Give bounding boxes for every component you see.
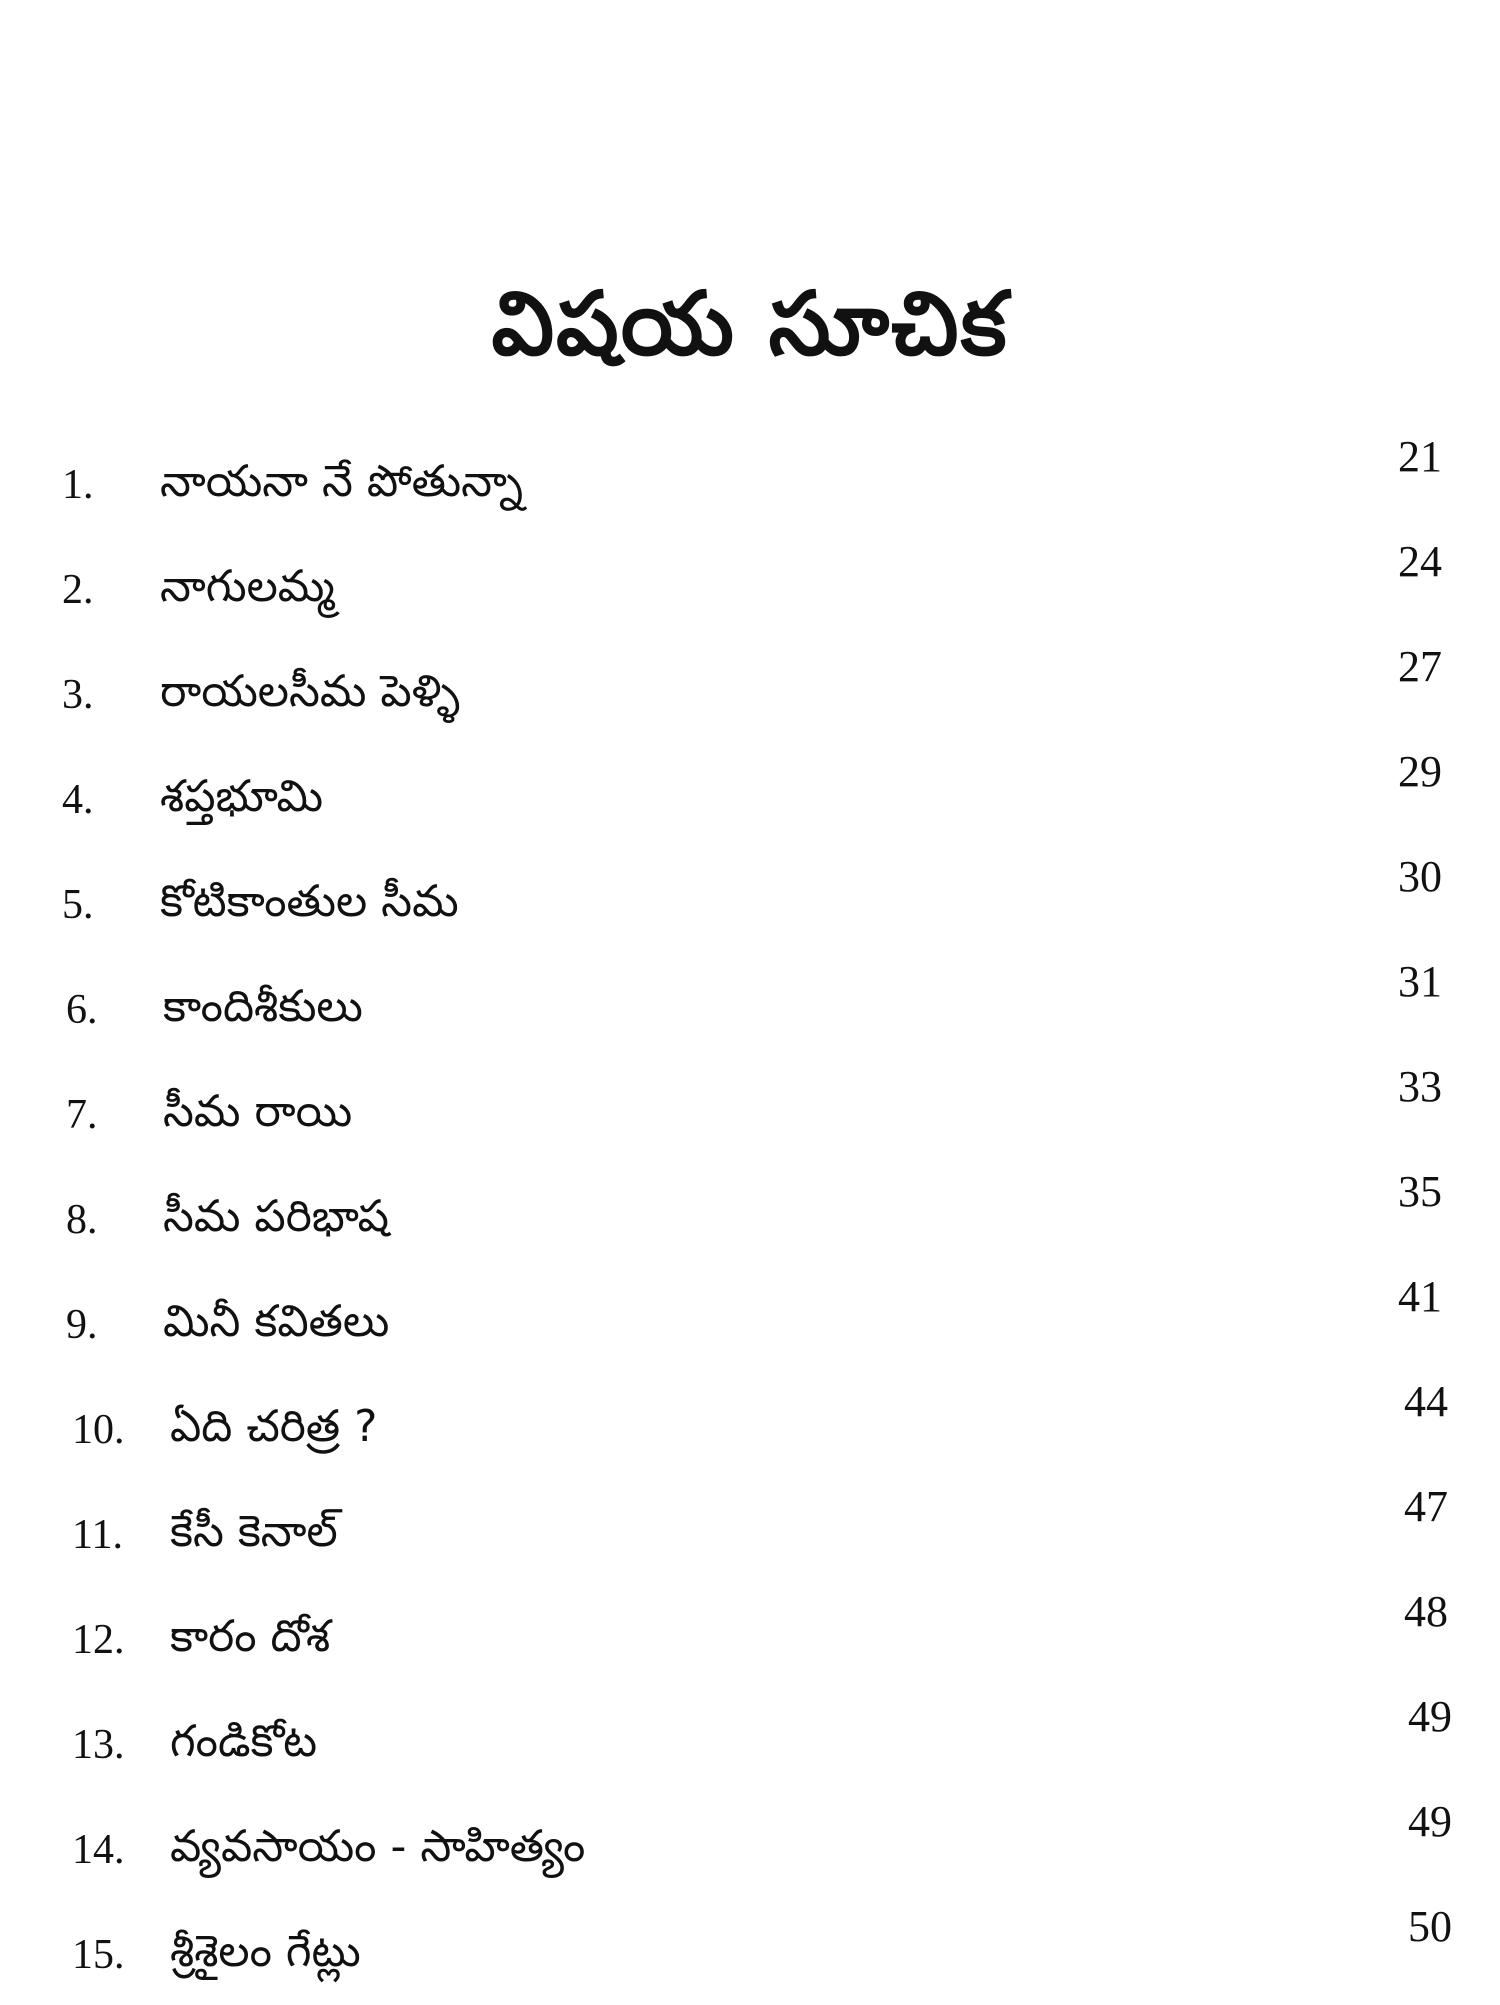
entry-title: గండికోట: [170, 1716, 318, 1767]
entry-number: 10.: [72, 1407, 125, 1453]
entry-number: 1.: [62, 462, 94, 508]
entry-page-number: 27: [1398, 642, 1442, 691]
entry-page-number: 33: [1398, 1062, 1442, 1111]
entry-title: నాగులమ్మ: [160, 561, 335, 612]
entry-title: కారం దోశ: [170, 1611, 331, 1662]
entry-page-number: 50: [1408, 1902, 1452, 1951]
entry-number: 14.: [72, 1827, 125, 1873]
entry-page-number: 47: [1404, 1482, 1448, 1531]
toc-entry: [0, 1480, 1500, 1585]
entry-number: 9.: [66, 1302, 98, 1348]
toc-entry: [0, 1585, 1500, 1690]
toc-entry: [0, 1270, 1500, 1375]
entry-title: కాందిశీకులు: [163, 981, 363, 1032]
entry-page-number: 24: [1398, 537, 1442, 586]
entry-title: కోటికాంతుల సీమ: [160, 876, 459, 927]
toc-entry: [0, 430, 1500, 535]
toc-entry: [0, 1795, 1500, 1900]
table-of-contents: [0, 430, 1500, 1978]
entry-title: శ్రీశైలం గేట్లు: [170, 1926, 361, 1977]
toc-entry: [0, 535, 1500, 640]
entry-page-number: 41: [1398, 1272, 1442, 1321]
entry-number: 3.: [62, 672, 94, 718]
page-title: విషయ సూచిక: [491, 271, 1009, 375]
toc-entry: [0, 1375, 1500, 1480]
entry-number: 13.: [72, 1722, 125, 1768]
entry-title: వ్యవసాయం - సాహిత్యం: [170, 1821, 586, 1872]
entry-page-number: 31: [1398, 957, 1442, 1006]
entry-number: 8.: [66, 1197, 98, 1243]
entry-number: 12.: [72, 1617, 125, 1663]
entry-title: మినీ కవితలు: [163, 1296, 390, 1347]
entry-number: 6.: [66, 987, 98, 1033]
toc-entry: [0, 745, 1500, 850]
entry-title: రాయలసీమ పెళ్ళి: [160, 666, 460, 717]
entry-page-number: 48: [1404, 1587, 1448, 1636]
entry-page-number: 30: [1398, 852, 1442, 901]
entry-title: కేసీ కెనాల్: [170, 1506, 338, 1557]
entry-number: 15.: [72, 1932, 125, 1978]
entry-page-number: 35: [1398, 1167, 1442, 1216]
entry-title: ఏది చరిత్ర ?: [170, 1401, 378, 1452]
entry-page-number: 49: [1408, 1692, 1452, 1741]
entry-page-number: 21: [1398, 432, 1442, 481]
entry-number: 7.: [66, 1092, 98, 1138]
toc-entry: [0, 1900, 1500, 2005]
toc-entry: [0, 1690, 1500, 1795]
entry-number: 11.: [72, 1512, 123, 1558]
entry-page-number: 49: [1408, 1797, 1452, 1846]
entry-page-number: 29: [1398, 747, 1442, 796]
entry-number: 2.: [62, 567, 94, 613]
toc-entry: [0, 1165, 1500, 1270]
entry-number: 4.: [62, 777, 94, 823]
entry-title: సీమ రాయి: [163, 1086, 353, 1137]
entry-title: నాయనా నే పోతున్నా: [160, 456, 523, 507]
toc-entry: [0, 1060, 1500, 1165]
entry-number: 5.: [62, 882, 94, 928]
toc-entry: [0, 640, 1500, 745]
entry-title: శప్తభూమి: [160, 771, 324, 822]
entry-page-number: 44: [1404, 1377, 1448, 1426]
toc-entry: [0, 955, 1500, 1060]
toc-entry: [0, 850, 1500, 955]
entry-title: సీమ పరిభాష: [163, 1191, 389, 1242]
